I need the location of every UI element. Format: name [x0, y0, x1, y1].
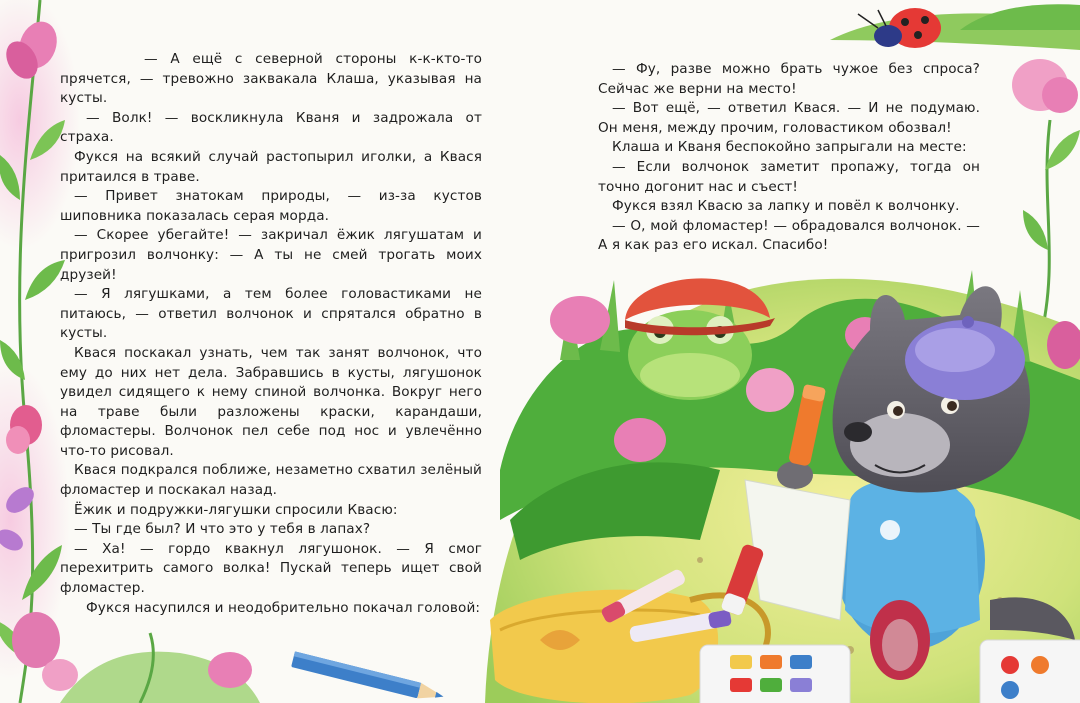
paragraph: Ёжик и подружки-лягушки спросили Квасю: — [74, 501, 398, 518]
right-page-text — [598, 60, 980, 256]
paragraph: Фукся на всякий случай растопырил иголки, а Квася притаился в траве. — [60, 148, 482, 185]
paragraph: — Волк! — воскликнула Кваня и задрожала от страха. — [60, 109, 482, 146]
paragraph: — Если волчонок заметит пропажу, тогда он точно догонит нас и съест! — [598, 158, 980, 195]
paragraph: — Ты где был? И что это у тебя в лапах? — [74, 521, 371, 538]
paragraph: — Привет знатокам природы, — из-за кустов шиповника показалась серая морда. — [60, 188, 482, 224]
paragraph: Квася поскакал узнать, чем так занят волчонок, что ему до них нет дела. Забравшись в кусты, лягушонок увидел сидящего к нему спиной волчонка. Вокруг него на траве были разложены краски, карандаши, фломастеры. Волчонок пел себе под нос и увлечённо что-то рисовал. — [60, 344, 482, 459]
paragraph: — Ха! — гордо квакнул лягушонок. — Я смог перехитрить самого волка! Пускай теперь ищет свой фломастер. — [60, 540, 482, 597]
paragraph: — Вот ещё, — ответил Квася. — И не подумаю. Он меня, между прочим, головастиком обозвал! — [598, 100, 980, 136]
left-page-text — [60, 50, 482, 618]
paragraph: Фукся взял Квасю за лапку и повёл к волчонку. — [612, 198, 960, 215]
paragraph: — Фу, разве можно брать чужое без спроса? Сейчас же верни на место! — [598, 61, 980, 97]
paragraph: — Я лягушками, а тем более головастиками не питаюсь, — ответил волчонок и спрятался обратно в кусты. — [60, 286, 482, 342]
paragraph: Квася подкрался поближе, незаметно схватил зелёный фломастер и поскакал назад. — [60, 462, 482, 499]
blue-pencil — [291, 651, 445, 703]
paragraph: — О, мой фломастер! — обрадовался волчонок. — А я как раз его искал. Спасибо! — [598, 217, 980, 254]
paragraph: — А ещё с северной стороны к-к-кто-то прячется, — тревожно заквакала Клаша, указывая на кусты. — [60, 51, 482, 107]
paragraph: Фукся насупился и неодобрительно покачал головой: — [86, 599, 481, 616]
paragraph: — Скорее убегайте! — закричал ёжик лягушатам и пригрозил волчонку: — А ты не смей трогать моих друзей! — [60, 227, 482, 283]
paragraph: Клаша и Кваня беспокойно запрыгали на месте: — [612, 139, 967, 156]
